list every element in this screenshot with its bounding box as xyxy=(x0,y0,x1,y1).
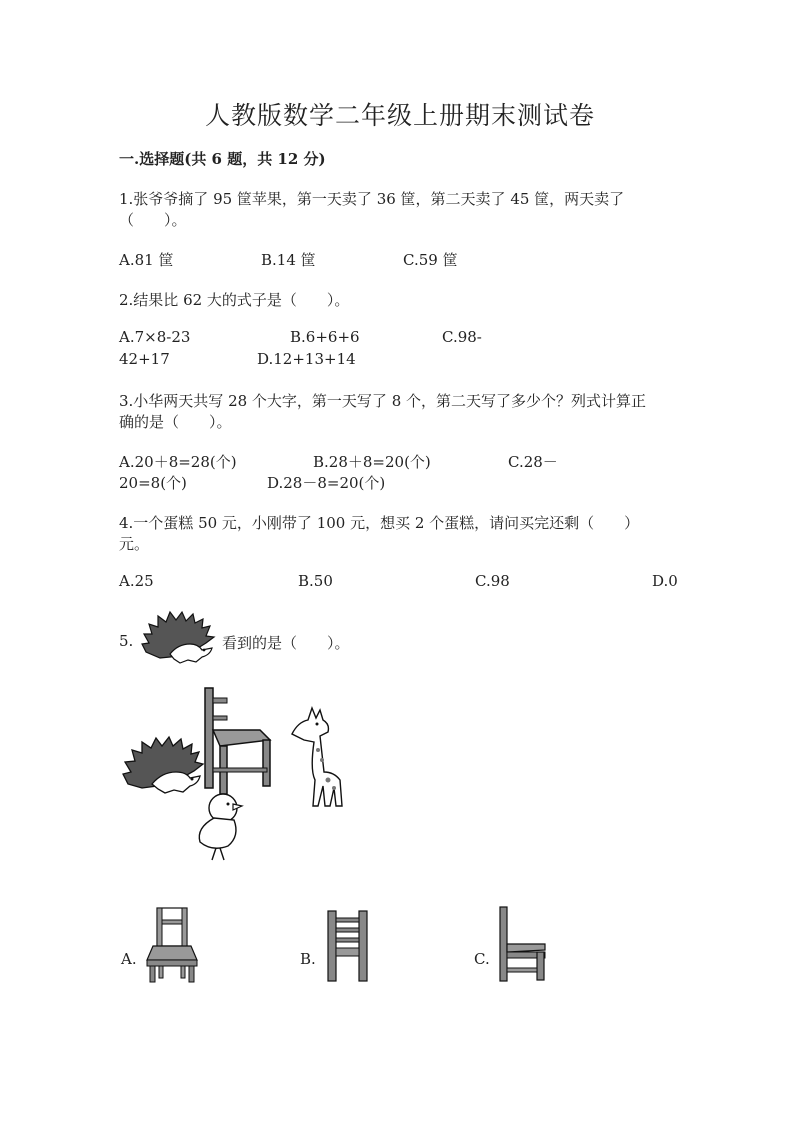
question-2-option-d[interactable]: D.12+13+14 xyxy=(257,350,356,368)
question-2-stem: 2.结果比 62 大的式子是（ ）。 xyxy=(119,291,350,309)
question-3-option-c[interactable]: C.28－ xyxy=(508,453,558,471)
question-1-stem-line2: （ ）。 xyxy=(119,211,187,229)
option-a-chair-icon[interactable] xyxy=(147,906,199,984)
question-5-number: 5. xyxy=(119,632,134,650)
question-4-option-a[interactable]: A.25 xyxy=(119,572,154,590)
giraffe-icon xyxy=(292,708,342,806)
question-4-stem-line2: 元。 xyxy=(119,535,150,553)
chick-icon xyxy=(199,794,242,860)
question-1-option-c[interactable]: C.59 筐 xyxy=(403,251,458,269)
question-3-option-b[interactable]: B.28＋8=20(个) xyxy=(313,453,431,471)
option-c-chair-icon[interactable] xyxy=(497,906,549,984)
question-5-option-c[interactable]: C. xyxy=(474,950,490,968)
page-title: 人教版数学二年级上册期末测试卷 xyxy=(204,101,595,130)
question-2-option-c[interactable]: C.98- xyxy=(442,328,482,346)
question-2-option-b[interactable]: B.6+6+6 xyxy=(290,328,360,346)
question-4-stem-line1: 4.一个蛋糕 50 元，小刚带了 100 元，想买 2 个蛋糕，请问买完还剩（ ） xyxy=(119,514,640,532)
hedgehog-small-icon xyxy=(140,610,220,666)
question-5-option-b[interactable]: B. xyxy=(300,950,316,968)
scene-illustration xyxy=(120,688,370,868)
question-1-option-a[interactable]: A.81 筐 xyxy=(119,251,174,269)
question-3-option-a[interactable]: A.20＋8=28(个) xyxy=(119,453,237,471)
chair-icon xyxy=(205,688,270,794)
question-3-stem-line1: 3.小华两天共写 28 个大字，第一天写了 8 个，第二天写了多少个？列式计算正 xyxy=(119,392,647,410)
option-b-chair-icon[interactable] xyxy=(327,910,369,982)
question-4-option-b[interactable]: B.50 xyxy=(298,572,333,590)
question-1-option-b[interactable]: B.14 筐 xyxy=(261,251,316,269)
question-3-option-d[interactable]: D.28－8=20(个) xyxy=(267,474,386,492)
hedgehog-icon xyxy=(123,737,203,793)
question-1-stem-line1: 1.张爷爷摘了 95 筐苹果，第一天卖了 36 筐，第二天卖了 45 筐，两天卖了 xyxy=(119,190,625,208)
question-2-option-c-continued[interactable]: 42+17 xyxy=(119,350,170,368)
question-3-stem-line2: 确的是（ ）。 xyxy=(119,413,232,431)
question-2-option-a[interactable]: A.7×8-23 xyxy=(119,328,191,346)
question-5-option-a[interactable]: A. xyxy=(121,950,137,968)
question-4-option-d[interactable]: D.0 xyxy=(652,572,678,590)
question-4-option-c[interactable]: C.98 xyxy=(475,572,510,590)
section-heading: 一.选择题(共 6 题，共 12 分) xyxy=(119,150,326,168)
question-3-option-c-continued[interactable]: 20=8(个) xyxy=(119,474,187,492)
question-5-stem: 看到的是（ ）。 xyxy=(222,634,350,652)
